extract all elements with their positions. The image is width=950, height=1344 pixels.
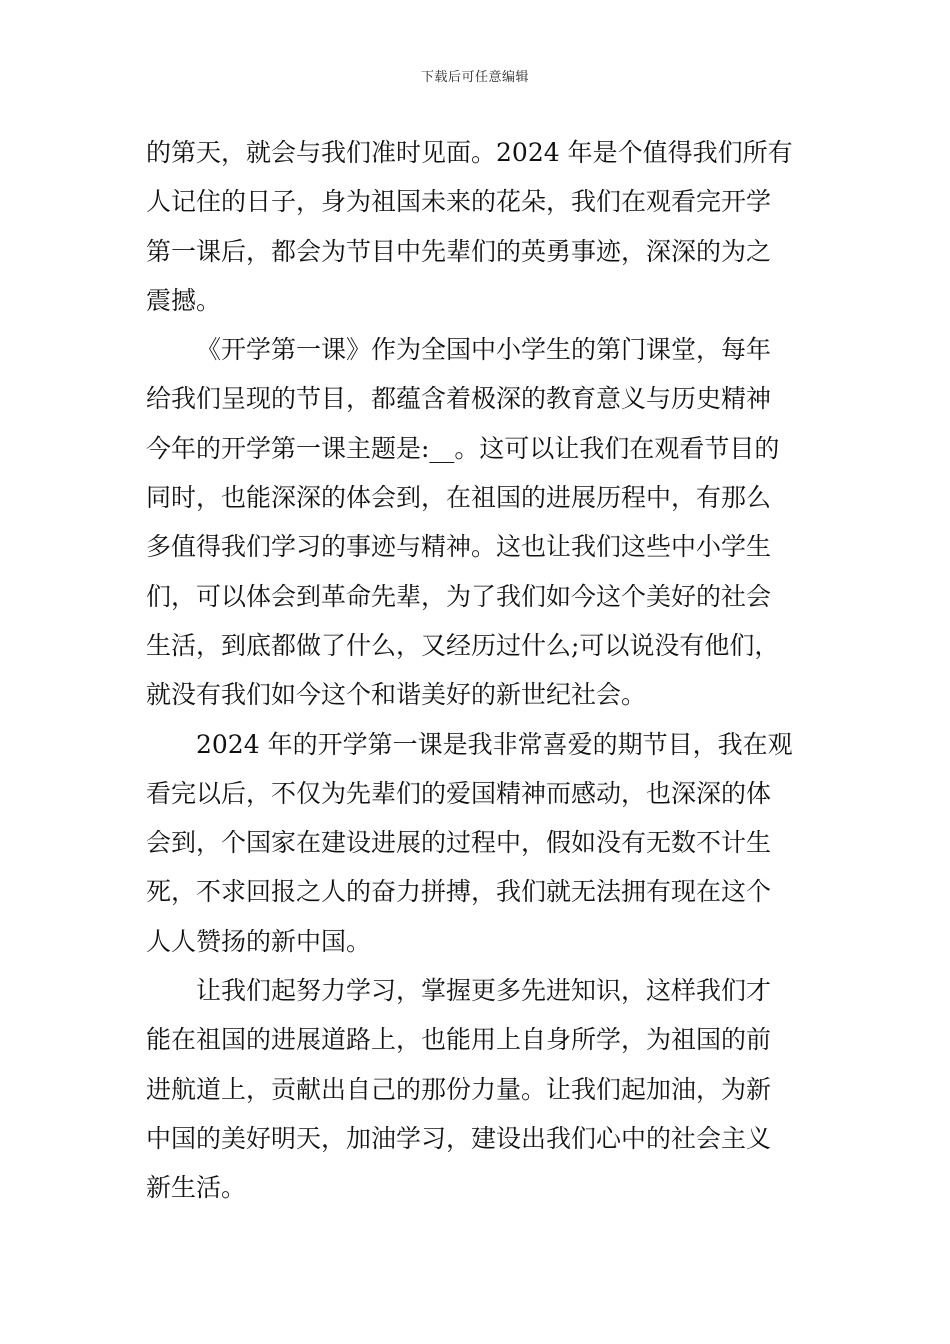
text-line: 震撼。 [146, 285, 222, 315]
text-line: 让我们起努力学习，掌握更多先进知识，这样我们才 [196, 976, 772, 1006]
document-body [146, 128, 808, 1213]
text-line: 生活，到底都做了什么，又经历过什么;可以说没有他们， [146, 630, 780, 660]
text-line: 进航道上，贡献出自己的那份力量。让我们起加油，为新 [146, 1074, 772, 1104]
paragraph [146, 128, 808, 325]
text-line: 们，可以体会到革命先辈，为了我们如今这个美好的社会 [146, 581, 772, 611]
text-line: 看完以后，不仅为先辈们的爱国精神而感动，也深深的体 [146, 778, 772, 808]
text-line: 的第天，就会与我们准时见面。2024 年是个值得我们所有 [146, 138, 793, 167]
page-header: 下载后可任意编辑 [420, 70, 529, 85]
text-line: 新生活。 [146, 1173, 247, 1203]
paragraph [146, 720, 808, 966]
paragraph [146, 966, 808, 1212]
text-line: 中国的美好明天，加油学习，建设出我们心中的社会主义 [146, 1123, 772, 1153]
text-line: 给我们呈现的节目，都蕴含着极深的教育意义与历史精神 [146, 384, 772, 414]
text-line: 同时，也能深深的体会到，在祖国的进展历程中，有那么 [146, 483, 772, 513]
paragraph [146, 325, 808, 719]
text-line: 人记住的日子，身为祖国未来的花朵，我们在观看完开学 [146, 187, 772, 217]
text-line: 会到，个国家在建设进展的过程中，假如没有无数不计生 [146, 828, 772, 858]
text-line: 能在祖国的进展道路上，也能用上自身所学，为祖国的前 [146, 1025, 772, 1055]
text-line: 今年的开学第一课主题是:__。这可以让我们在观看节目的 [146, 433, 780, 463]
text-line: 《开学第一课》作为全国中小学生的第门课堂，每年 [196, 335, 772, 365]
text-line: 2024 年的开学第一课是我非常喜爱的期节目，我在观 [196, 729, 793, 759]
text-line: 死，不求回报之人的奋力拼搏，我们就无法拥有现在这个 [146, 877, 772, 907]
text-line: 第一课后，都会为节目中先辈们的英勇事迹，深深的为之 [146, 236, 772, 266]
text-line: 就没有我们如今这个和谐美好的新世纪社会。 [146, 680, 647, 710]
text-line: 多值得我们学习的事迹与精神。这也让我们这些中小学生 [146, 532, 772, 562]
text-line: 人人赞扬的新中国。 [146, 926, 372, 956]
